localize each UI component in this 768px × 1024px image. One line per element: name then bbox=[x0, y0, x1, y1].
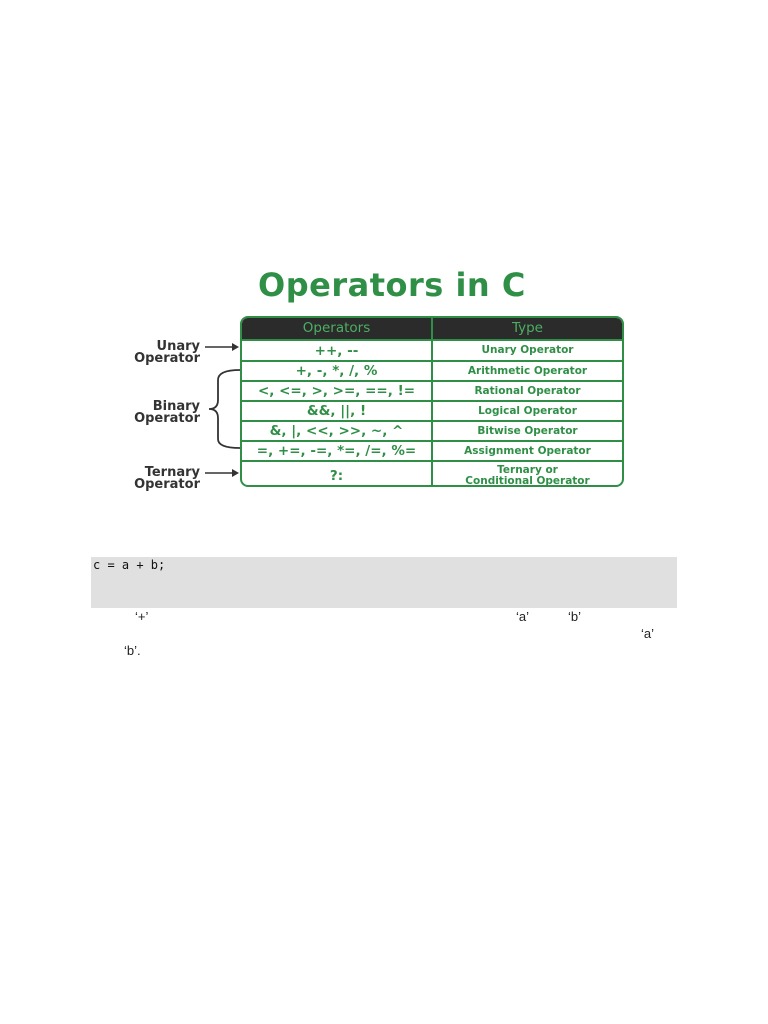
label-line: Operator bbox=[134, 411, 200, 426]
b-quote: ‘b’ bbox=[568, 609, 582, 624]
row-type: Logical Operator bbox=[478, 404, 577, 417]
label-line: Ternary bbox=[144, 465, 200, 480]
row-type: Arithmetic Operator bbox=[467, 364, 588, 377]
table-header bbox=[242, 318, 622, 339]
plus-quote: ‘+’ bbox=[135, 609, 149, 624]
type-line: Conditional Operator bbox=[465, 474, 590, 487]
a-quote: ‘a’ bbox=[516, 609, 530, 624]
row-operators: &, |, <<, >>, ~, ^ bbox=[242, 422, 433, 440]
row-type bbox=[433, 462, 622, 487]
label-line: Operator bbox=[134, 477, 200, 492]
label-line: Unary bbox=[156, 339, 200, 354]
a-quote: ‘a’ bbox=[641, 626, 655, 641]
operators-table bbox=[240, 316, 624, 487]
row-type: Bitwise Operator bbox=[477, 424, 578, 437]
binary-operator-label bbox=[112, 401, 200, 425]
table-row bbox=[242, 360, 622, 380]
row-operators: +, -, *, /, % bbox=[242, 362, 433, 380]
infographic-title: Operators in C bbox=[258, 266, 526, 304]
unary-operator-label bbox=[112, 341, 200, 365]
row-type: Rational Operator bbox=[474, 384, 581, 397]
unary-arrow-icon bbox=[205, 343, 239, 351]
row-type: Assignment Operator bbox=[464, 444, 591, 457]
type-line: Ternary or bbox=[497, 463, 558, 476]
header-operators: Operators bbox=[242, 318, 433, 339]
operators-infographic bbox=[0, 0, 768, 500]
b-quote: ‘b’. bbox=[124, 643, 141, 658]
row-operators: ++, -- bbox=[242, 341, 433, 360]
code-block: c = a + b; bbox=[91, 557, 677, 608]
header-type: Type bbox=[511, 320, 543, 336]
row-operators: &&, ||, ! bbox=[242, 402, 433, 420]
row-operators: <, <=, >, >=, ==, != bbox=[242, 382, 433, 400]
table-row bbox=[242, 420, 622, 440]
table-row bbox=[242, 400, 622, 420]
table-row bbox=[242, 339, 622, 360]
row-operators: ?: bbox=[242, 462, 433, 487]
label-line: Binary bbox=[152, 399, 200, 414]
table-row bbox=[242, 440, 622, 460]
row-type: Unary Operator bbox=[481, 344, 574, 356]
ternary-operator-label bbox=[112, 467, 200, 491]
label-line: Operator bbox=[134, 351, 200, 366]
ternary-arrow-icon bbox=[205, 469, 239, 477]
row-operators: =, +=, -=, *=, /=, %= bbox=[242, 442, 433, 460]
table-row bbox=[242, 380, 622, 400]
table-row bbox=[242, 460, 622, 487]
binary-brace-icon bbox=[209, 370, 240, 448]
